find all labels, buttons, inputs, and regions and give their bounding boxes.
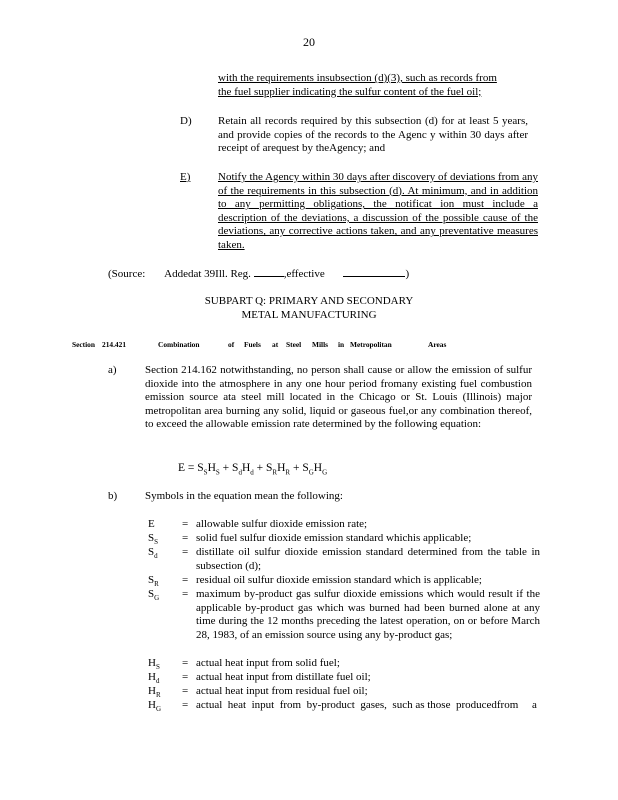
item-e-label: E) [180,171,191,183]
item-d-label: D) [180,115,192,127]
symbol-equals: = [182,546,189,558]
section-number: 214.421 [102,340,127,349]
section-title-word: Combination [158,340,200,349]
item-d-text: Retain all records required by this subsection (d) for at least 5 years, and provide copies of the records to the Agenc y within 30 days after receipt of arequest by theAgency; and [218,115,528,155]
item-b-label: b) [108,490,118,502]
subpart-heading [0,295,618,322]
symbol: $S_R$ [148,574,159,589]
symbol-equals: = [182,699,189,711]
section-title-word: of [228,340,235,349]
symbol-definition: actual heat input from by-product gases, such as those producedfrom a [196,699,537,711]
subpart-line-2: METAL MANUFACTURING [241,308,377,321]
page-number: 20 [303,35,315,49]
section-title-word: Fuels [244,340,261,349]
item-b-text: Symbols in the equation mean the following: [145,490,343,502]
section-title-word: Metropolitan [350,340,392,349]
symbol-equals: = [182,574,189,586]
source-effective: ,effective [283,268,325,280]
symbol-definition: actual heat input from distillate fuel oil; [196,671,371,683]
symbol: $H_R$ [148,685,161,700]
symbol: $H_G$ [148,699,162,714]
item-a-text: Section 214.162 notwithstanding, no person shall cause or allow the emission of sulfur dioxide into the atmosphere in any one hour period fromany existing fuel combustion emission source ata steel mill located in the Chicago or St. Louis (Illinois) major metropolitan area burning any solid, liquid or gaseous fuel,or any combination thereof, to exceed the allowable emission rate determined by the following equation: [145,364,532,431]
symbol: $H_S$ [148,657,160,672]
section-title-word: at [272,340,279,349]
item-e-text: Notify the Agency within 30 days after discovery of deviations from any of the requirements in this subsection (d). At minimum, and in addition to any permitting obligations, the notificat ion must include a description of the deviations, a discussion of the possible cause of the deviations, any corrective actions taken, and any preventative measures taken. [218,171,538,251]
symbol-definition: actual heat input from solid fuel; [196,657,340,669]
symbol: $S_S$ [148,532,159,547]
source-close: ) [405,268,410,280]
symbol: $S_d$ [148,546,158,561]
source-blank-volume [254,276,284,277]
section-title-word: Areas [428,340,447,349]
symbol: E [148,518,155,530]
source-note [108,268,409,282]
subpart-line-1: SUBPART Q: PRIMARY AND SECONDARY [204,295,414,307]
equation-plus: + [292,462,300,474]
equation-lhs: E = [178,462,198,474]
symbol-equals: = [182,518,189,530]
symbol-equals: = [182,685,189,697]
item-c-line-1: with the requirements insubsection (d)(3), such as records from [218,72,497,84]
equation-plus: + [256,462,264,474]
item-c-line-2: the fuel supplier indicating the sulfur content of the fuel oil; [218,85,482,98]
equation-term: $S_RH_R$ [266,462,291,477]
symbol: $S_G$ [148,588,160,603]
section-title-word: in [338,340,345,349]
section-word: Section [72,340,95,349]
equation-plus: + [222,462,230,474]
equation-term: $S_dH_d$ [232,462,254,477]
section-title-word: Mills [312,340,329,349]
symbol-equals: = [182,671,189,683]
source-open: (Source: [108,268,146,280]
symbol-equals: = [182,657,189,669]
source-blank-date [343,276,405,277]
equation-term: $S_GH_G$ [302,462,328,477]
equation-term: $S_SH_S$ [197,462,220,477]
symbol-definition: solid fuel sulfur dioxide emission standard whichis applicable; [196,532,472,544]
equation [178,462,327,476]
symbol-equals: = [182,532,189,544]
symbol-definition: maximum by-product gas sulfur dioxide emissions which would result if the applicable by-product gas which was burned had been burned alone at any time during the 12 months preceding the latest operation, on or before March 28, 1983, of an emission source using any by-product gas; [196,588,540,641]
section-title-word: Steel [286,340,302,349]
source-register: Addedat 39Ill. Reg. [164,268,251,280]
symbol: $H_d$ [148,671,160,686]
symbol-definition: allowable sulfur dioxide emission rate; [196,518,368,530]
symbol-definition: actual heat input from residual fuel oil; [196,685,368,697]
symbol-definition: residual oil sulfur dioxide emission standard which is applicable; [196,574,482,586]
item-c-continuation [218,72,528,99]
symbol-definition: distillate oil sulfur dioxide emission standard determined from the table in subsection (d); [196,546,540,572]
item-a-label: a) [108,364,117,376]
symbol-equals: = [182,588,189,600]
